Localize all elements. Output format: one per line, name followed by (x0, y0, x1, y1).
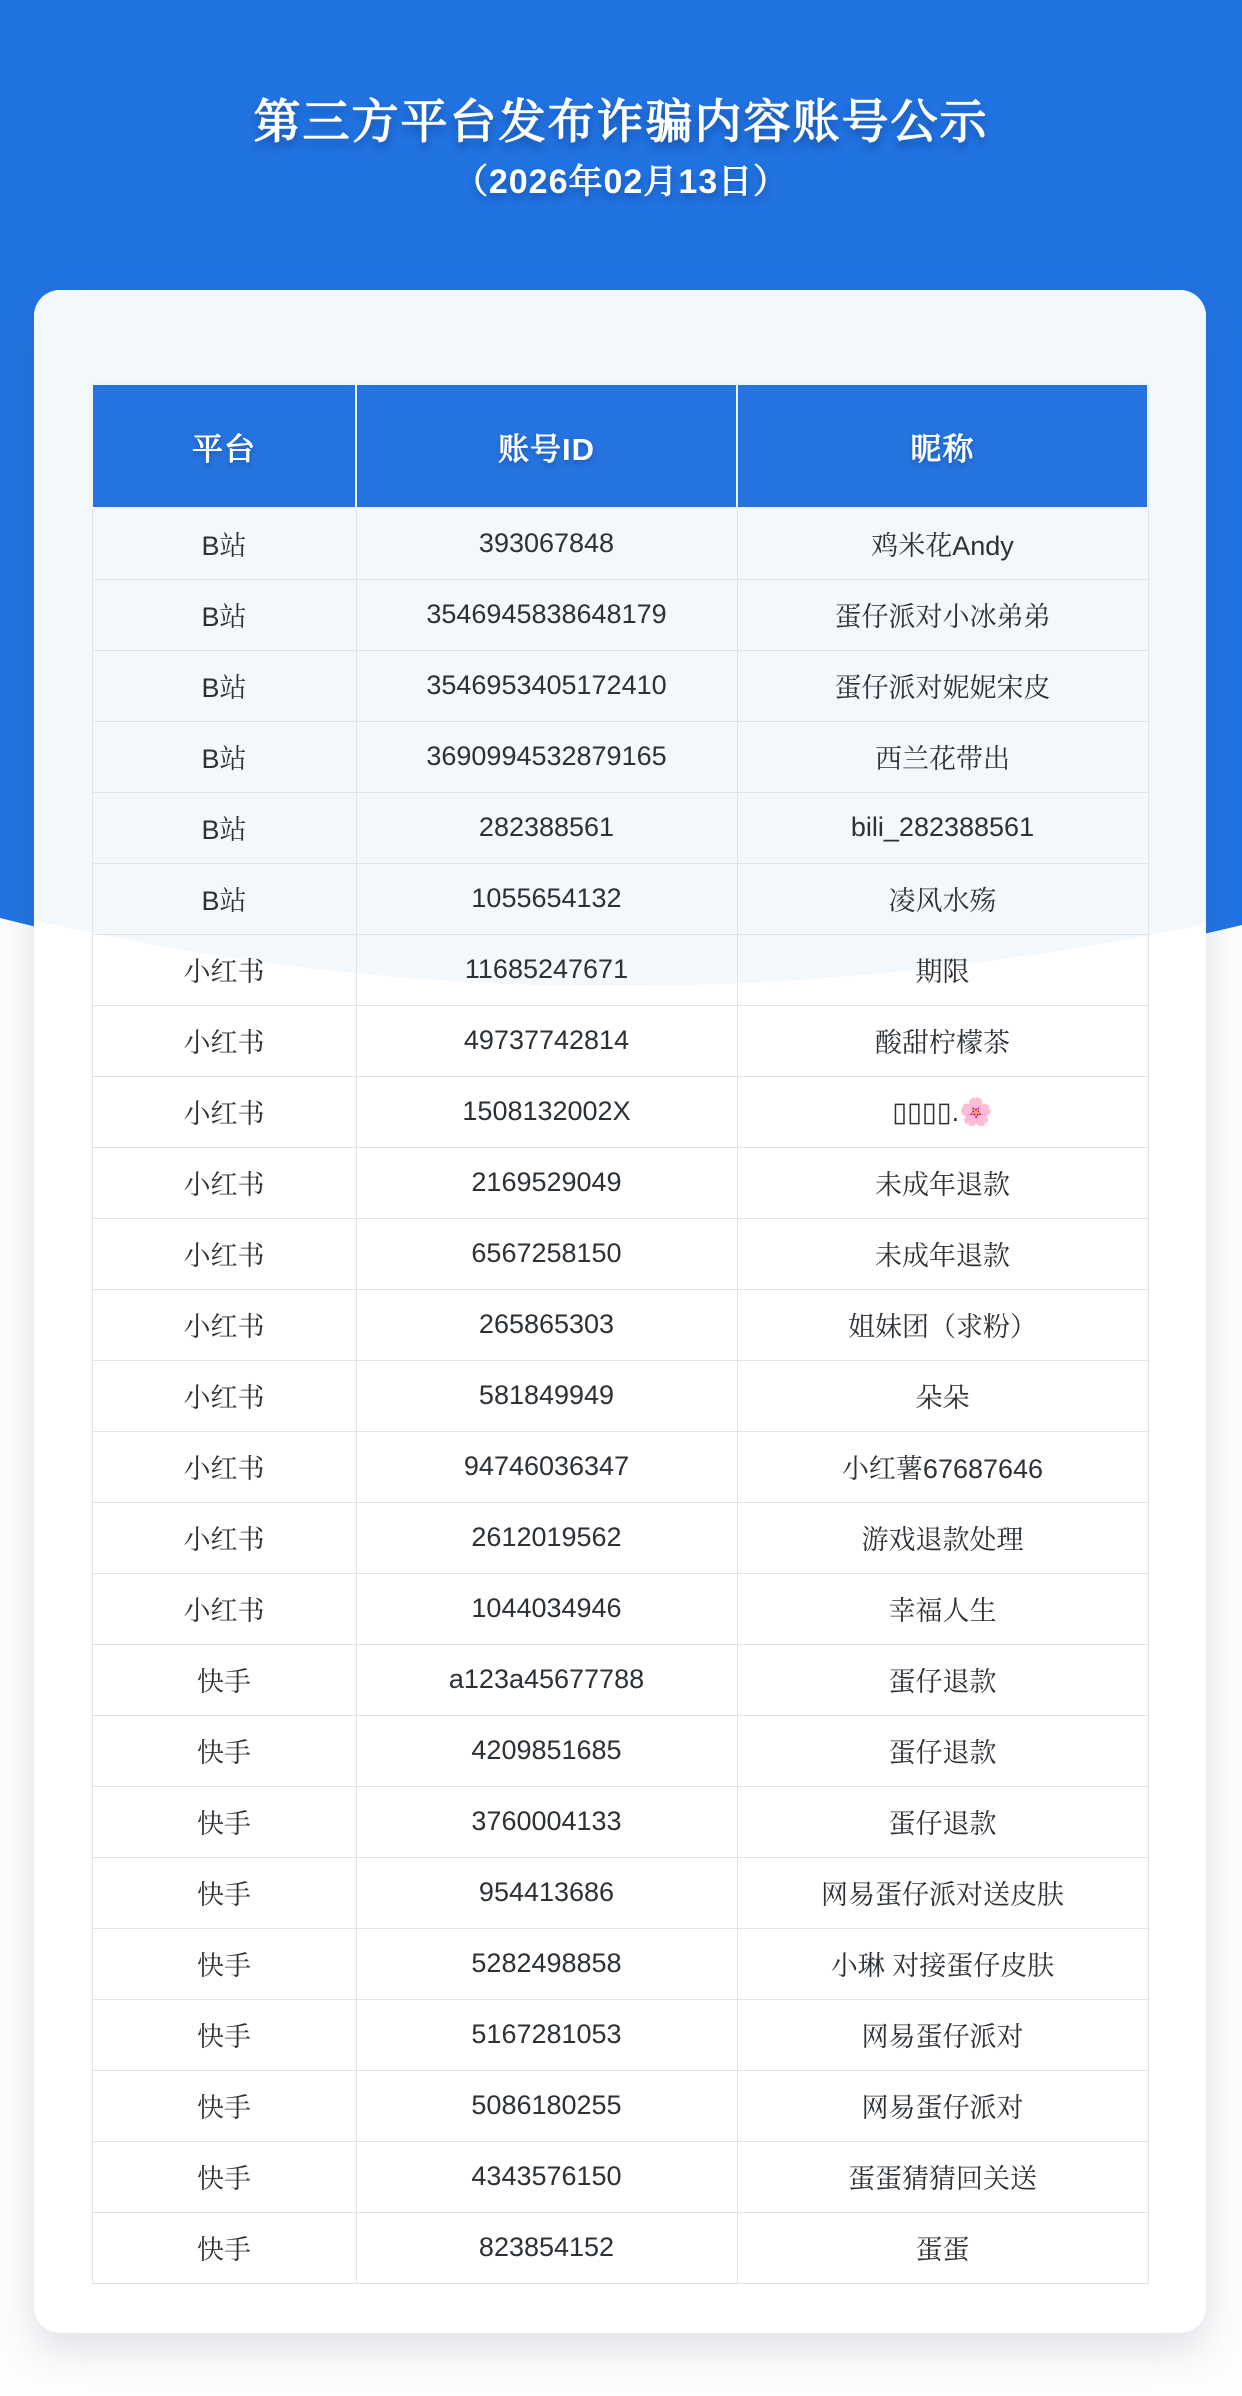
platform-cell: 快手 (92, 1857, 356, 1928)
table-row (92, 508, 1148, 579)
table-row (92, 863, 1148, 934)
content-card (34, 290, 1206, 2333)
platform-cell: B站 (92, 650, 356, 721)
nickname-cell: 姐妹团（求粉） (737, 1289, 1148, 1360)
nickname-cell: bili_282388561 (737, 792, 1148, 863)
nickname-cell: 网易蛋仔派对 (737, 2070, 1148, 2141)
platform-cell: 快手 (92, 1715, 356, 1786)
platform-cell: B站 (92, 863, 356, 934)
column-header-nickname: 昵称 (737, 384, 1148, 508)
account-id-cell: 5167281053 (356, 1999, 737, 2070)
table-header-row (92, 384, 1148, 508)
account-id-cell: 823854152 (356, 2212, 737, 2283)
table-row (92, 1147, 1148, 1218)
platform-cell: 小红书 (92, 1502, 356, 1573)
account-id-cell: 1044034946 (356, 1573, 737, 1644)
table-header (92, 384, 1148, 508)
nickname-cell: 蛋仔派对妮妮宋皮 (737, 650, 1148, 721)
platform-cell: B站 (92, 579, 356, 650)
table-row (92, 1076, 1148, 1147)
nickname-cell: 小红薯67687646 (737, 1431, 1148, 1502)
nickname-cell: 蛋仔退款 (737, 1786, 1148, 1857)
account-id-cell: 265865303 (356, 1289, 737, 1360)
account-id-cell: 282388561 (356, 792, 737, 863)
table-row (92, 650, 1148, 721)
account-id-cell: 3760004133 (356, 1786, 737, 1857)
table-row (92, 934, 1148, 1005)
table-row (92, 1786, 1148, 1857)
table-row (92, 1573, 1148, 1644)
account-id-cell: 6567258150 (356, 1218, 737, 1289)
nickname-cell: 网易蛋仔派对 (737, 1999, 1148, 2070)
page-title: 第三方平台发布诈骗内容账号公示 (253, 95, 989, 148)
account-id-cell: 2612019562 (356, 1502, 737, 1573)
account-id-cell: 581849949 (356, 1360, 737, 1431)
table-row (92, 2212, 1148, 2283)
page-date: （2026年02月13日） (453, 163, 789, 201)
nickname-cell: 蛋仔派对小冰弟弟 (737, 579, 1148, 650)
account-id-cell: a123a45677788 (356, 1644, 737, 1715)
nickname-cell: 酸甜柠檬茶 (737, 1005, 1148, 1076)
nickname-cell: 西兰花带出 (737, 721, 1148, 792)
table-row (92, 2141, 1148, 2212)
platform-cell: 快手 (92, 1928, 356, 1999)
nickname-cell: 鸡米花Andy (737, 508, 1148, 579)
nickname-cell: 蛋蛋 (737, 2212, 1148, 2283)
table-row (92, 1431, 1148, 1502)
nickname-cell: 蛋仔退款 (737, 1715, 1148, 1786)
nickname-cell: 期限 (737, 934, 1148, 1005)
table-row (92, 1857, 1148, 1928)
nickname-cell: 幸福人生 (737, 1573, 1148, 1644)
nickname-cell: 未成年退款 (737, 1147, 1148, 1218)
account-id-cell: 954413686 (356, 1857, 737, 1928)
platform-cell: 小红书 (92, 1218, 356, 1289)
platform-cell: 快手 (92, 1644, 356, 1715)
page-header (0, 0, 1242, 204)
table-row (92, 1715, 1148, 1786)
platform-cell: 小红书 (92, 1431, 356, 1502)
platform-cell: B站 (92, 721, 356, 792)
platform-cell: 快手 (92, 2212, 356, 2283)
table-row (92, 1005, 1148, 1076)
account-id-cell: 1055654132 (356, 863, 737, 934)
table-body (92, 508, 1148, 2283)
nickname-cell: ▯▯▯▯.🌸 (737, 1076, 1148, 1147)
nickname-cell: 蛋蛋猜猜回关送 (737, 2141, 1148, 2212)
platform-cell: B站 (92, 792, 356, 863)
platform-cell: 快手 (92, 2141, 356, 2212)
account-id-cell: 393067848 (356, 508, 737, 579)
account-id-cell: 4209851685 (356, 1715, 737, 1786)
table-row (92, 1999, 1148, 2070)
platform-cell: 小红书 (92, 1360, 356, 1431)
account-id-cell: 49737742814 (356, 1005, 737, 1076)
platform-cell: B站 (92, 508, 356, 579)
table-row (92, 1644, 1148, 1715)
account-id-cell: 3690994532879165 (356, 721, 737, 792)
account-id-cell: 11685247671 (356, 934, 737, 1005)
accounts-table-wrapper (34, 290, 1206, 2284)
nickname-cell: 蛋仔退款 (737, 1644, 1148, 1715)
nickname-cell: 游戏退款处理 (737, 1502, 1148, 1573)
platform-cell: 小红书 (92, 1147, 356, 1218)
table-row (92, 1289, 1148, 1360)
account-id-cell: 3546945838648179 (356, 579, 737, 650)
column-header-account-id: 账号ID (356, 384, 737, 508)
platform-cell: 小红书 (92, 1289, 356, 1360)
table-row (92, 792, 1148, 863)
table-row (92, 1502, 1148, 1573)
table-row (92, 2070, 1148, 2141)
account-id-cell: 4343576150 (356, 2141, 737, 2212)
nickname-cell: 小琳 对接蛋仔皮肤 (737, 1928, 1148, 1999)
account-id-cell: 5086180255 (356, 2070, 737, 2141)
table-row (92, 1218, 1148, 1289)
platform-cell: 小红书 (92, 1005, 356, 1076)
table-row (92, 579, 1148, 650)
platform-cell: 小红书 (92, 1573, 356, 1644)
nickname-cell: 网易蛋仔派对送皮肤 (737, 1857, 1148, 1928)
column-header-platform: 平台 (92, 384, 356, 508)
account-id-cell: 3546953405172410 (356, 650, 737, 721)
account-id-cell: 5282498858 (356, 1928, 737, 1999)
account-id-cell: 94746036347 (356, 1431, 737, 1502)
platform-cell: 快手 (92, 1999, 356, 2070)
platform-cell: 快手 (92, 2070, 356, 2141)
account-id-cell: 1508132002X (356, 1076, 737, 1147)
table-row (92, 721, 1148, 792)
account-id-cell: 2169529049 (356, 1147, 737, 1218)
platform-cell: 小红书 (92, 934, 356, 1005)
nickname-cell: 凌风水殇 (737, 863, 1148, 934)
table-row (92, 1928, 1148, 1999)
nickname-cell: 未成年退款 (737, 1218, 1148, 1289)
nickname-cell: 朵朵 (737, 1360, 1148, 1431)
platform-cell: 小红书 (92, 1076, 356, 1147)
accounts-table (91, 383, 1149, 2284)
table-row (92, 1360, 1148, 1431)
platform-cell: 快手 (92, 1786, 356, 1857)
